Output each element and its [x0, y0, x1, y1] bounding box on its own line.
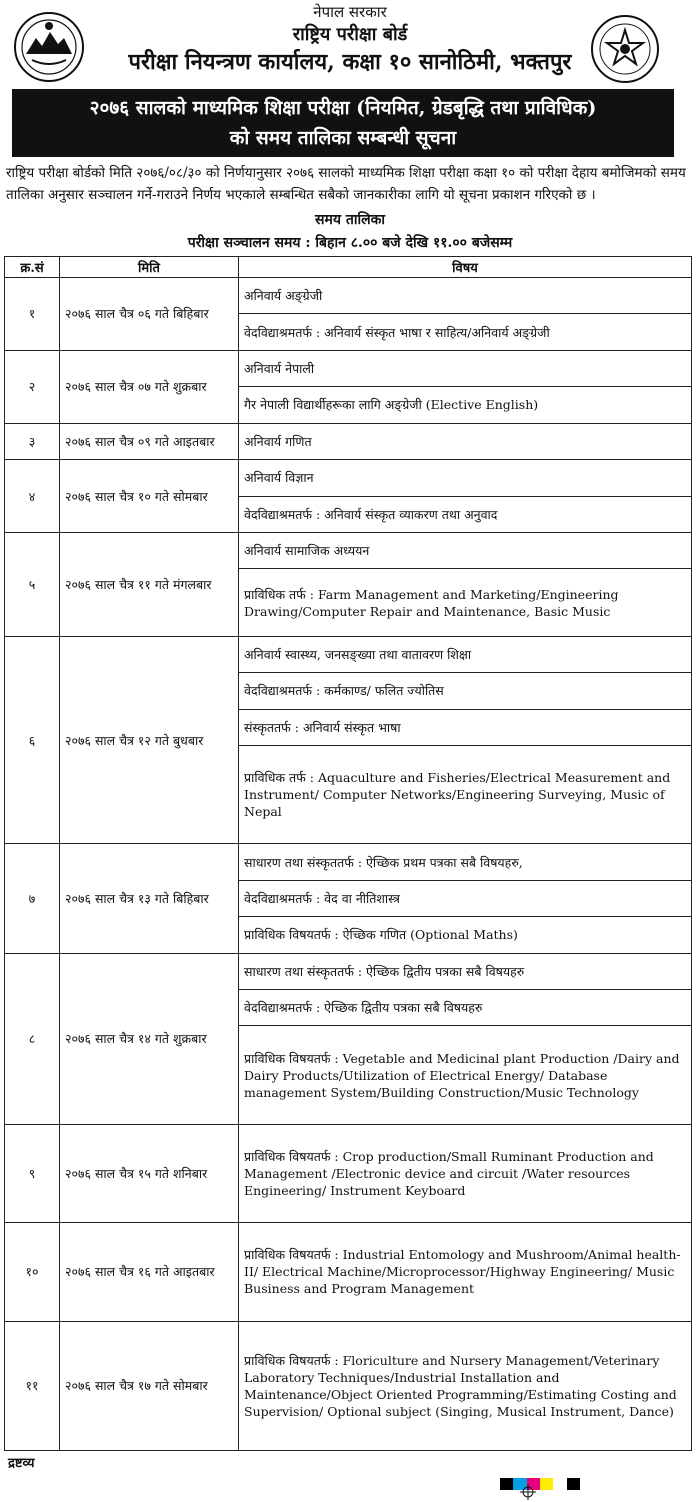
subject-cell: अनिवार्य अङ्ग्रेजी [239, 278, 692, 314]
office-name: परीक्षा नियन्त्रण कार्यालय, कक्षा १० सानोठिमी, भक्तपुर [128, 49, 572, 75]
intro-paragraph: राष्ट्रिय परीक्षा बोर्डको मिति २०७६/०८/३० को निर्णयानुसार २०७६ सालको माध्यमिक शिक्षा परीक्षा कक्षा १० को परीक्षा देहाय बमोजिमको समय तालिका अनुसार सञ्चालन गर्ने-गराउने निर्णय भएकाले सम्बन्धित सबैको जानकारीका लागि यो सूचना प्रकाशन गरिएको छ । [6, 165, 686, 203]
date-cell: २०७६ साल चैत्र १३ गते बिहिबार [60, 844, 239, 953]
table-row [5, 278, 692, 314]
schedule-table-body [5, 278, 692, 1451]
notice-title-line-2: को समय तालिका सम्बन्धी सूचना [229, 127, 457, 149]
nepal-government-emblem-icon [12, 10, 86, 84]
date-cell: २०७६ साल चैत्र १० गते सोमबार [60, 460, 239, 533]
date-cell: २०७६ साल चैत्र १२ गते बुधबार [60, 636, 239, 844]
subject-cell: प्राविधिक विषयतर्फ : ऐच्छिक गणित (Optional Maths) [239, 917, 692, 953]
table-row [5, 423, 692, 459]
subject-cell: संस्कृततर्फ : अनिवार्य संस्कृत भाषा [239, 709, 692, 745]
subject-cell: वेदविद्याश्रमतर्फ : ऐच्छिक द्वितीय पत्रका सबै विषयहरु [239, 990, 692, 1026]
header-subject: विषय [239, 257, 692, 278]
registration-swatch [567, 1478, 580, 1490]
table-row [5, 844, 692, 880]
print-registration-bar [500, 1478, 580, 1490]
exam-time: परीक्षा सञ्चालन समय : बिहान ८.०० बजे देखि ११.०० बजेसम्म [187, 235, 513, 251]
table-row [5, 1223, 692, 1321]
subject-cell: साधारण तथा संस्कृततर्फ : ऐच्छिक प्रथम पत्रका सबै विषयहरु, [239, 844, 692, 880]
date-cell: २०७६ साल चैत्र ०६ गते बिहिबार [60, 278, 239, 351]
date-cell: २०७६ साल चैत्र १६ गते आइतबार [60, 1223, 239, 1321]
exam-board-seal-icon [588, 12, 662, 86]
registration-crosshair-icon [520, 1484, 536, 1500]
subject-cell: वेदविद्याश्रमतर्फ : वेद वा नीतिशास्त्र [239, 880, 692, 916]
serial-cell: ६ [5, 636, 60, 844]
subject-cell: प्राविधिक विषयतर्फ : Floriculture and Nursery Management/Veterinary Laboratory Techniques/Industrial Installation and Maintenance/Object Oriented Programming/Estimating Costing and Supervision/ Optional subject (Singing, Musical Instrument, Dance) [239, 1321, 692, 1450]
subject-cell: वेदविद्याश्रमतर्फ : अनिवार्य संस्कृत भाषा र साहित्य/अनिवार्य अङ्ग्रेजी [239, 314, 692, 350]
serial-cell: ९ [5, 1124, 60, 1222]
table-row [5, 532, 692, 568]
subject-cell: अनिवार्य सामाजिक अध्ययन [239, 532, 692, 568]
schedule-title: समय तालिका [315, 212, 385, 228]
subject-cell: प्राविधिक तर्फ : Farm Management and Marketing/Engineering Drawing/Computer Repair and Maintenance, Basic Music [239, 569, 692, 636]
subject-cell: वेदविद्याश्रमतर्फ : कर्मकाण्ड/ फलित ज्योतिस [239, 673, 692, 709]
date-cell: २०७६ साल चैत्र ०९ गते आइतबार [60, 423, 239, 459]
subject-cell: अनिवार्य विज्ञान [239, 460, 692, 496]
date-cell: २०७६ साल चैत्र ११ गते मंगलबार [60, 532, 239, 636]
notice-title-line-1: २०७६ सालको माध्यमिक शिक्षा परीक्षा (नियमित, ग्रेडबृद्धि तथा प्राविधिक) [89, 97, 597, 119]
header-date: मिति [60, 257, 239, 278]
serial-cell: ११ [5, 1321, 60, 1450]
date-cell: २०७६ साल चैत्र १४ गते शुक्रबार [60, 953, 239, 1124]
subject-cell: प्राविधिक तर्फ : Aquaculture and Fisheries/Electrical Measurement and Instrument/ Computer Networks/Engineering Surveying, Music of Nepal [239, 746, 692, 844]
table-row [5, 460, 692, 496]
table-row [5, 953, 692, 989]
table-row [5, 350, 692, 386]
serial-cell: ३ [5, 423, 60, 459]
subject-cell: प्राविधिक विषयतर्फ : Industrial Entomology and Mushroom/Animal health-II/ Electrical Machine/Microprocessor/Highway Engineering/ Music Business and Program Management [239, 1223, 692, 1321]
date-cell: २०७६ साल चैत्र १५ गते शनिबार [60, 1124, 239, 1222]
subject-cell: अनिवार्य स्वास्थ्य, जनसङ्ख्या तथा वातावरण शिक्षा [239, 636, 692, 672]
serial-cell: २ [5, 350, 60, 423]
subject-cell: साधारण तथा संस्कृततर्फ : ऐच्छिक द्वितीय पत्रका सबै विषयहरु [239, 953, 692, 989]
table-row [5, 1321, 692, 1450]
subject-cell: वेदविद्याश्रमतर्फ : अनिवार्य संस्कृत व्याकरण तथा अनुवाद [239, 496, 692, 532]
subject-cell: अनिवार्य नेपाली [239, 350, 692, 386]
serial-cell: ८ [5, 953, 60, 1124]
serial-cell: ५ [5, 532, 60, 636]
subject-cell: प्राविधिक विषयतर्फ : Vegetable and Medicinal plant Production /Dairy and Dairy Products/Utilization of Electrical Energy/ Database management System/Building Construction/Music Technology [239, 1026, 692, 1124]
registration-swatch [553, 1478, 566, 1490]
date-cell: २०७६ साल चैत्र ०७ गते शुक्रबार [60, 350, 239, 423]
schedule-table [4, 256, 692, 1451]
subject-cell: गैर नेपाली विद्यार्थीहरूका लागि अङ्ग्रेजी (Elective English) [239, 387, 692, 423]
subject-cell: अनिवार्य गणित [239, 423, 692, 459]
registration-swatch [500, 1478, 513, 1490]
table-header-row [5, 257, 692, 278]
table-row [5, 1124, 692, 1222]
serial-cell: ७ [5, 844, 60, 953]
serial-cell: १ [5, 278, 60, 351]
board-name: राष्ट्रिय परीक्षा बोर्ड [292, 24, 408, 45]
table-row [5, 636, 692, 672]
government-name: नेपाल सरकार [313, 3, 387, 21]
notes-title: द्रष्टव्य [8, 1456, 35, 1471]
subject-cell: प्राविधिक विषयतर्फ : Crop production/Small Ruminant Production and Management /Electronic device and circuit /Water resources Engineering/ Instrument Keyboard [239, 1124, 692, 1222]
serial-cell: १० [5, 1223, 60, 1321]
date-cell: २०७६ साल चैत्र १७ गते सोमबार [60, 1321, 239, 1450]
notice-title [12, 89, 674, 157]
registration-swatch [540, 1478, 553, 1490]
header-serial: क्र.सं [5, 257, 60, 278]
serial-cell: ४ [5, 460, 60, 533]
